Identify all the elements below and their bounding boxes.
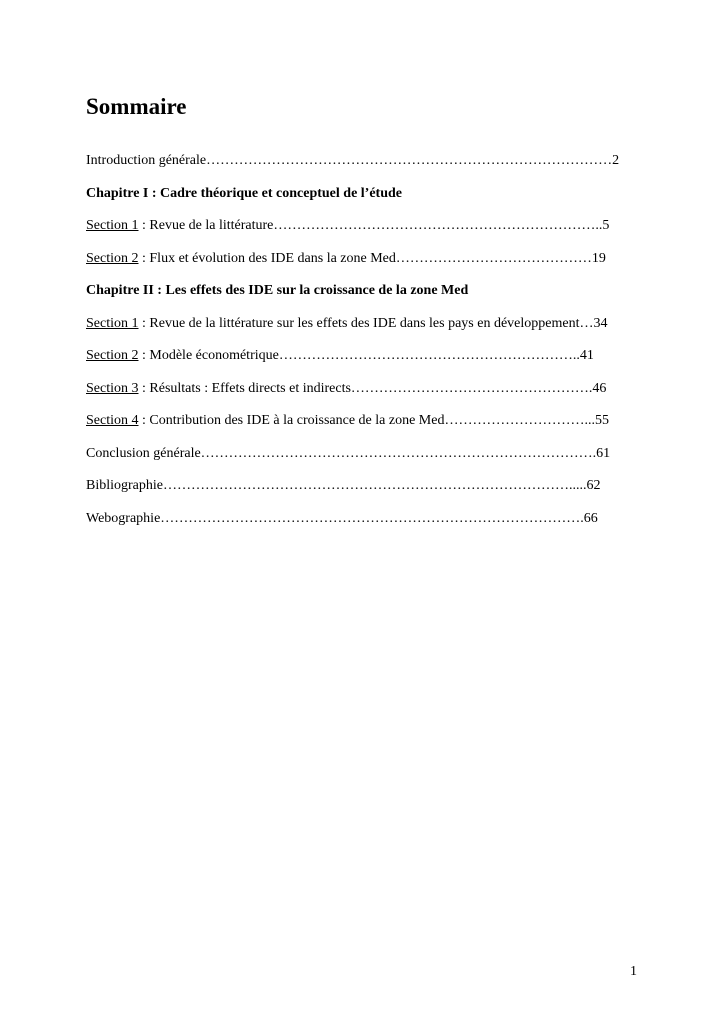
toc-entry-conclusion[interactable] [86, 443, 646, 476]
toc-entry-chapter-2-section-2[interactable] [86, 345, 646, 378]
toc-chapter-1-heading[interactable] [86, 183, 646, 216]
toc-entry-text: : Flux et évolution des IDE dans la zone Med……………………………………19 [138, 250, 606, 266]
toc-entry-text: Conclusion générale………………………………………………………………………….61 [86, 445, 611, 461]
toc-entry-text: : Modèle économétrique………………………………………………………..41 [138, 348, 594, 363]
toc-entry-chapter-2-section-1[interactable] [86, 313, 646, 346]
toc-entry-chapter-1-section-1[interactable] [86, 215, 646, 248]
section-label: Section 1 [86, 218, 139, 233]
toc-entry-text: : Contribution des IDE à la croissance de la zone Med…………………………...55 [138, 413, 609, 428]
table-of-contents [86, 150, 646, 540]
section-label: Section 4 [86, 413, 139, 428]
toc-entry-text: : Revue de la littérature……………………………………………………………..5 [138, 218, 610, 233]
section-label: Section 2 [86, 348, 139, 363]
toc-entry-text: Introduction générale……………………………………………………………………………2 [86, 153, 620, 168]
toc-entry-text: : Revue de la littérature sur les effets des IDE dans les pays en développement…34 [138, 315, 608, 331]
toc-entry-bibliography[interactable] [86, 475, 646, 508]
toc-entry-text: : Résultats : Effets directs et indirects…………………………………………….46 [138, 380, 607, 396]
section-label: Section 3 [86, 380, 139, 396]
section-label: Section 1 [86, 315, 139, 331]
toc-entry-text: Bibliographie…………………………………………………………………………….....62 [86, 478, 601, 493]
section-label: Section 2 [86, 250, 139, 266]
toc-entry-chapter-2-section-4[interactable] [86, 410, 646, 443]
page-title: Sommaire [86, 94, 187, 119]
toc-entry-webography[interactable] [86, 508, 646, 541]
toc-entry-introduction[interactable] [86, 150, 646, 183]
toc-chapter-text: Chapitre II : Les effets des IDE sur la croissance de la zone Med [86, 283, 469, 298]
toc-entry-chapter-2-section-3[interactable] [86, 378, 646, 411]
toc-chapter-2-heading[interactable] [86, 280, 646, 313]
toc-entry-text: Webographie……………………………………………………………………………….66 [86, 510, 598, 526]
page-number: 1 [630, 964, 637, 979]
toc-entry-chapter-1-section-2[interactable] [86, 248, 646, 281]
toc-chapter-text: Chapitre I : Cadre théorique et conceptuel de l’étude [86, 185, 402, 201]
